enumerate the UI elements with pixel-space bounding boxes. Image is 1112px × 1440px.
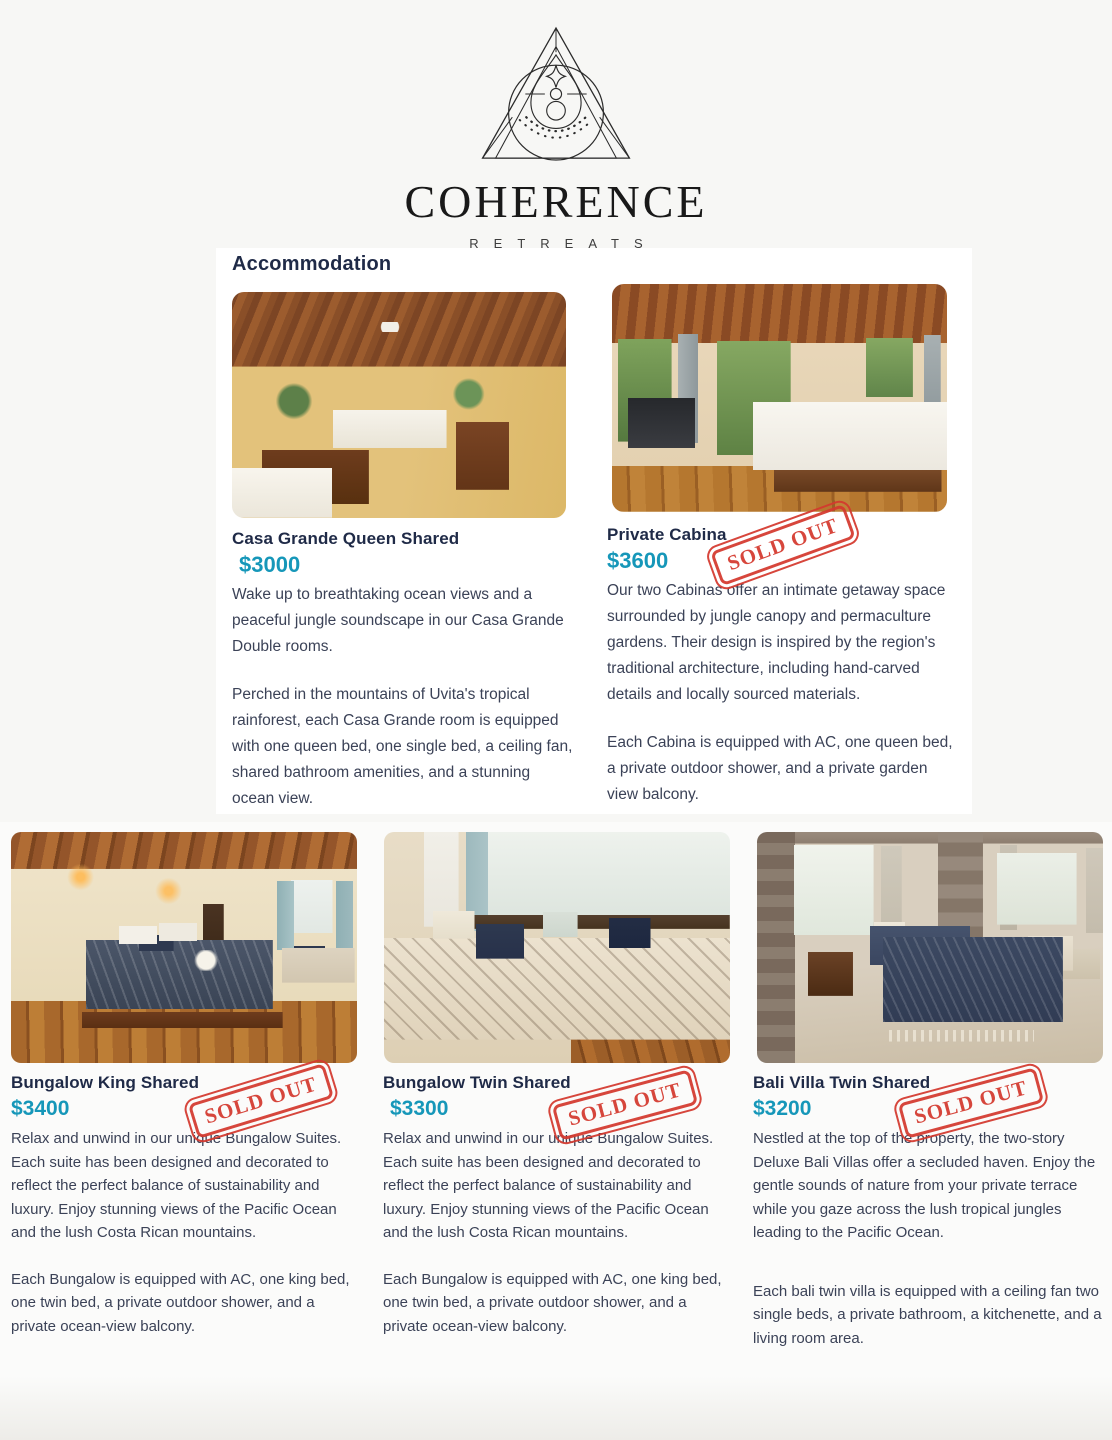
sold-out-stamp-private-cabina: SOLD OUT xyxy=(710,504,856,586)
page-footer-fade xyxy=(0,1376,1112,1440)
room-paragraph: Each Bungalow is equipped with AC, one king bed, one twin bed, a private outdoor shower, and a private ocean-view balcony. xyxy=(11,1270,350,1335)
private-cabina-room-photo xyxy=(612,284,947,512)
room-price: $3600 xyxy=(607,548,669,573)
room-price: $3000 xyxy=(239,552,301,577)
room-paragraph: Our two Cabinas offer an intimate getaway space surrounded by jungle canopy and permaculture gardens. Their design is inspired by the region's traditional architecture, including hand-carved details and locally sourced materials. xyxy=(607,582,946,703)
room-card-casa-grande xyxy=(232,528,576,834)
brand-header xyxy=(0,24,1112,250)
room-paragraph: Relax and unwind in our unique Bungalow Suites. Each suite has been designed and decorated to reflect the perfect balance of sustainability and luxury. Enjoy stunning views of the Pacific Ocean and the lush Costa Rican mountains. xyxy=(11,1130,342,1241)
room-title: Private Cabina xyxy=(607,525,727,544)
room-paragraph: Perched in the mountains of Uvita's tropical rainforest, each Casa Grande room is equipped with one queen bed, one single bed, a ceiling fan, shared bathroom amenities, and a stunning ocean view. xyxy=(232,686,573,807)
room-title: Bungalow King Shared xyxy=(11,1073,200,1092)
room-description xyxy=(607,578,961,808)
sold-out-stamp-bungalow-king: SOLD OUT xyxy=(188,1063,334,1139)
room-paragraph: Wake up to breathtaking ocean views and a peaceful jungle soundscape in our Casa Grande Double rooms. xyxy=(232,586,564,655)
room-title: Casa Grande Queen Shared xyxy=(232,529,460,548)
coherence-logo-icon xyxy=(477,24,635,164)
room-description xyxy=(232,582,576,812)
room-title: Bali Villa Twin Shared xyxy=(753,1073,931,1092)
room-price: $3300 xyxy=(390,1097,449,1120)
brand-tagline: RETREATS xyxy=(469,236,658,252)
room-description xyxy=(11,1127,363,1338)
sold-out-stamp-bali-villa: SOLD OUT xyxy=(898,1067,1044,1139)
room-paragraph: Each Cabina is equipped with AC, one queen bed, a private outdoor shower, and a private garden view balcony. xyxy=(607,734,953,803)
bali-villa-room-photo xyxy=(757,832,1103,1063)
room-paragraph: Nestled at the top of the property, the two-story Deluxe Bali Villas offer a secluded haven. Enjoy the gentle sounds of nature from your private terrace while you gaze across the lush tropical jungles leading to the Pacific Ocean. xyxy=(753,1130,1096,1241)
sold-out-stamp-bungalow-twin: SOLD OUT xyxy=(552,1069,698,1141)
room-card-bungalow-king xyxy=(11,1072,363,1361)
room-description xyxy=(383,1127,735,1338)
room-description xyxy=(753,1127,1109,1350)
casa-grande-room-photo xyxy=(232,292,566,518)
room-title: Bungalow Twin Shared xyxy=(383,1073,571,1092)
room-price: $3400 xyxy=(11,1097,70,1120)
section-title: Accommodation xyxy=(232,253,392,275)
brand-name: COHERENCE xyxy=(404,176,708,227)
room-paragraph: Relax and unwind in our unique Bungalow Suites. Each suite has been designed and decorated to reflect the perfect balance of sustainability and luxury. Enjoy stunning views of the Pacific Ocean and the lush Costa Rican mountains. xyxy=(383,1130,714,1241)
room-price: $3200 xyxy=(753,1097,812,1120)
bungalow-king-room-photo xyxy=(11,832,357,1063)
room-paragraph: Each Bungalow is equipped with AC, one king bed, one twin bed, a private outdoor shower, and a private ocean-view balcony. xyxy=(383,1270,722,1335)
room-paragraph: Each bali twin villa is equipped with a ceiling fan two single beds, a private bathroom, a kitchenette, and a living room area. xyxy=(753,1282,1102,1347)
room-card-private-cabina xyxy=(607,524,961,830)
bungalow-twin-room-photo xyxy=(384,832,730,1063)
